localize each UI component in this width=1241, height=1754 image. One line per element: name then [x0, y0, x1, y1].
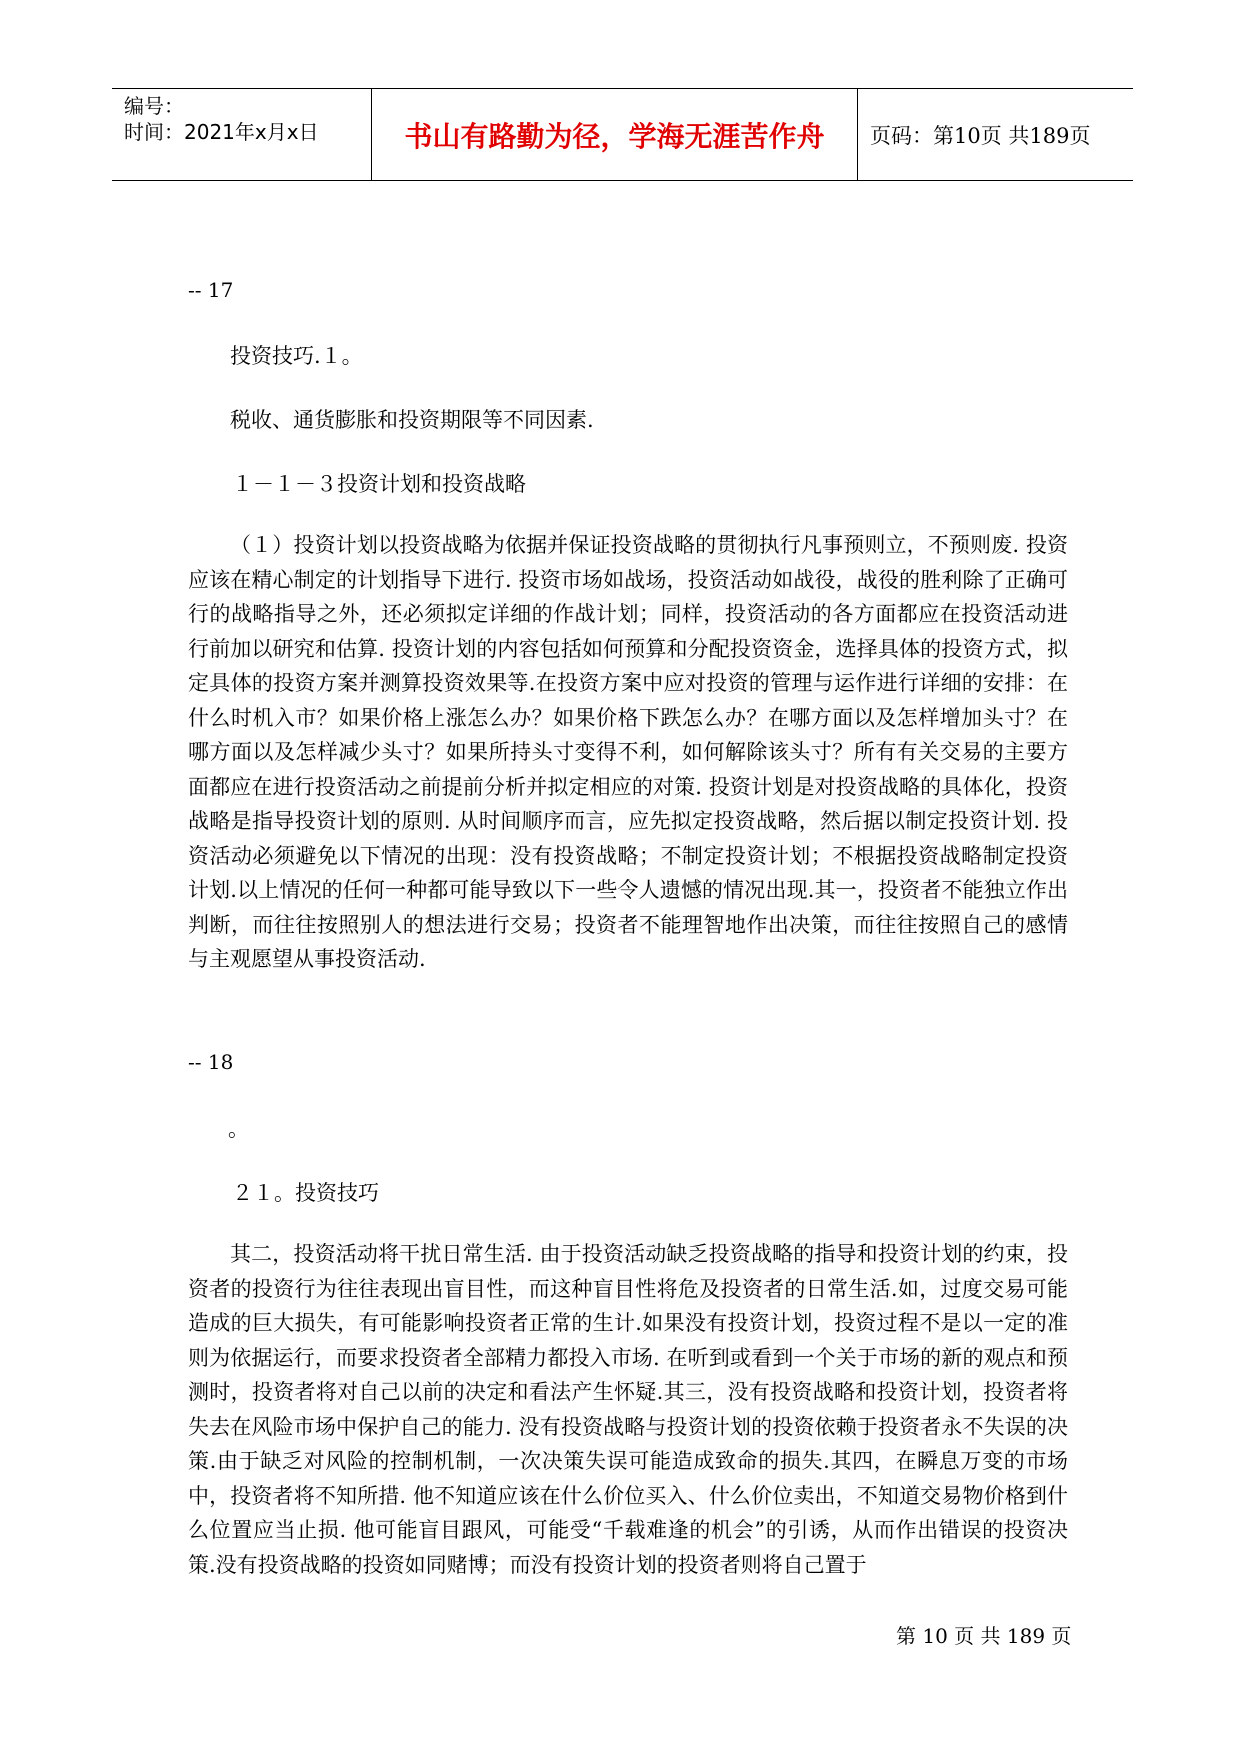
header-meta-cell — [112, 89, 372, 180]
text-line: 投资技巧.１。 — [230, 344, 363, 368]
text-line: 税收、通货膨胀和投资期限等不同因素. — [230, 408, 594, 432]
page-footer: 第 10 页 共 189 页 — [896, 1624, 1072, 1648]
document-header — [112, 88, 1133, 181]
section-heading: ２１。投资技巧 — [232, 1181, 379, 1205]
section-marker-18: -- 18 — [188, 1050, 234, 1074]
text-line: 。 — [228, 1117, 249, 1141]
number-label: 编号： — [124, 94, 184, 118]
header-motto: 书山有路勤为径，学海无涯苦作舟 — [372, 89, 858, 180]
body-paragraph: 其二，投资活动将干扰日常生活. 由于投资活动缺乏投资战略的指导和投资计划的约束，投资者的投资行为往往表现出盲目性，而这种盲目性将危及投资者的日常生活.如，过度交易可能造成的巨大损失，有可能影响投资者正常的生计.如果没有投资计划，投资过程不是以一定的准则为依据运行，而要求投资者全部精力都投入市场. 在听到或看到一个关于市场的新的观点和预测时，投资者将对自己以前的决定和看法产生怀疑.其三，没有投资战略和投资计划，投资者将失去在风险市场中保护自己的能力. 没有投资战略与投资计划的投资依赖于投资者永不失误的决策.由于缺乏对风险的控制机制，一次决策失误可能造成致命的损失.其四，在瞬息万变的市场中，投资者将不知所措. 他不知道应该在什么价位买入、什么价位卖出，不知道交易物价格到什么位置应当止损. 他可能盲目跟风，可能受“千载难逢的机会”的引诱，从而作出错误的投资决策.没有投资战略的投资如同赌博；而没有投资计划的投资者则将自己置于 — [188, 1242, 1068, 1577]
header-page-info: 页码：第10页 共189页 — [870, 123, 1091, 148]
time-label: 时间：2021年x月x日 — [124, 120, 319, 144]
section-heading: １－１－３投资计划和投资战略 — [232, 472, 526, 496]
body-paragraph: （１）投资计划以投资战略为依据并保证投资战略的贯彻执行凡事预则立，不预则废. 投资应该在精心制定的计划指导下进行. 投资市场如战场，投资活动如战役，战役的胜利除了正确可行的战略指导之外，还必须拟定详细的作战计划；同样，投资活动的各方面都应在投资活动进行前加以研究和估算. 投资计划的内容包括如何预算和分配投资资金，选择具体的投资方式，拟定具体的投资方案并测算投资效果等.在投资方案中应对投资的管理与运作进行详细的安排：在什么时机入市？如果价格上涨怎么办？如果价格下跌怎么办？在哪方面以及怎样增加头寸？在哪方面以及怎样减少头寸？如果所持头寸变得不利，如何解除该头寸？所有有关交易的主要方面都应在进行投资活动之前提前分析并拟定相应的对策. 投资计划是对投资战略的具体化，投资战略是指导投资计划的原则. 从时间顺序而言，应先拟定投资战略，然后据以制定投资计划. 投资活动必须避免以下情况的出现：没有投资战略；不制定投资计划；不根据投资战略制定投资计划.以上情况的任何一种都可能导致以下一些令人遗憾的情况出现.其一，投资者不能独立作出判断，而往往按照别人的想法进行交易；投资者不能理智地作出决策，而往往按照自己的感情与主观愿望从事投资活动. — [188, 533, 1068, 971]
section-marker-17: -- 17 — [188, 278, 234, 302]
